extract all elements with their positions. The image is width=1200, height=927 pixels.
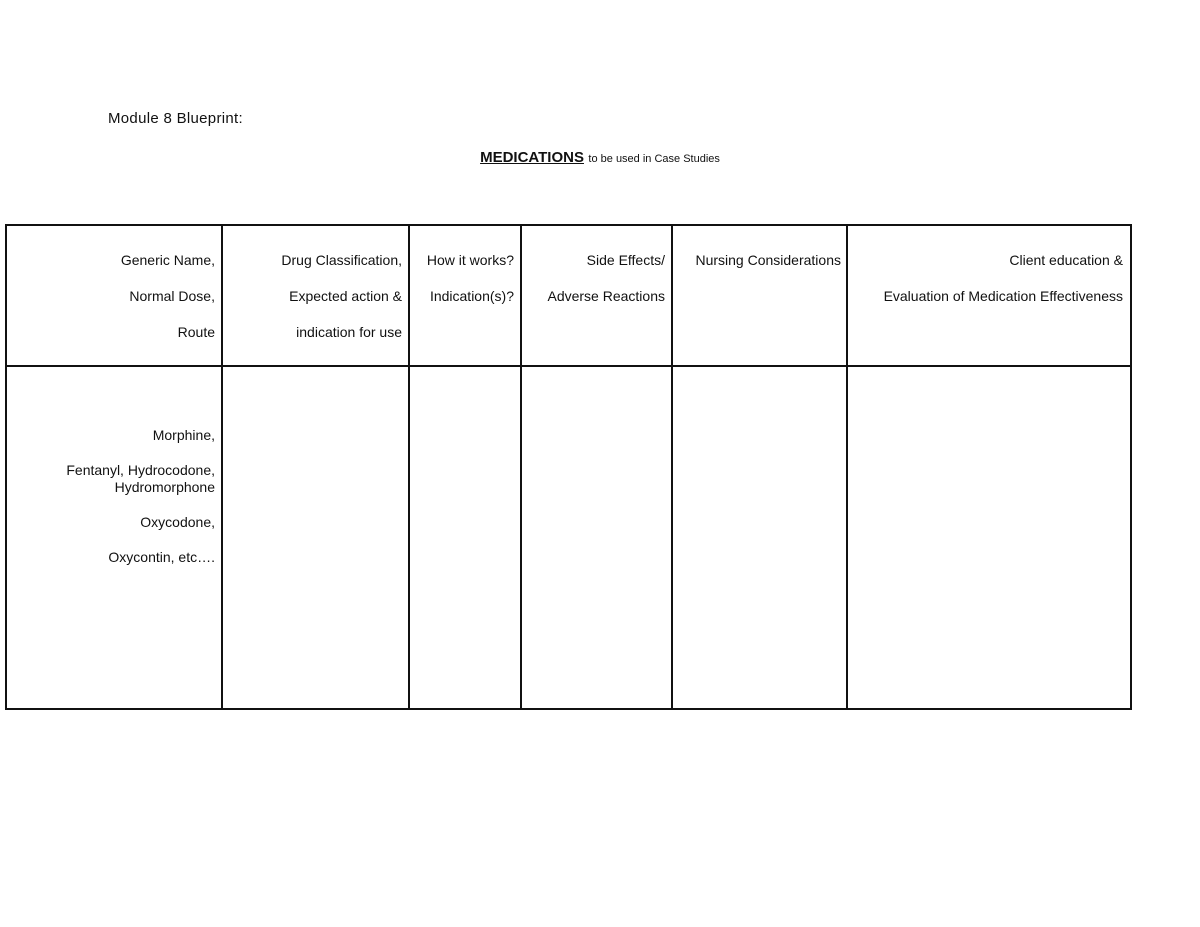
medication-item: Oxycodone, bbox=[140, 514, 215, 530]
header-generic-name bbox=[121, 242, 215, 350]
header-line: Normal Dose, bbox=[129, 288, 215, 304]
medication-item: Morphine, bbox=[152, 427, 215, 443]
heading-subtitle: to be used in Case Studies bbox=[588, 153, 720, 165]
header-line: Nursing Considerations bbox=[695, 252, 841, 268]
header-line: Adverse Reactions bbox=[547, 288, 665, 304]
header-line: indication for use bbox=[296, 324, 402, 340]
medication-item: Hydromorphone bbox=[114, 479, 215, 495]
medication-item: Oxycontin, etc…. bbox=[108, 549, 215, 565]
header-line: Indication(s)? bbox=[429, 288, 514, 304]
column-divider bbox=[671, 224, 673, 710]
header-line: Drug Classification, bbox=[281, 252, 402, 268]
row-divider bbox=[5, 365, 1132, 367]
medication-item: Fentanyl, Hydrocodone, bbox=[66, 462, 215, 478]
medication-list bbox=[66, 427, 215, 584]
column-divider bbox=[520, 224, 522, 710]
module-title: Module 8 Blueprint: bbox=[108, 110, 243, 127]
header-line: Generic Name, bbox=[120, 252, 215, 268]
header-line: Expected action & bbox=[289, 288, 402, 304]
header-nursing-considerations bbox=[695, 242, 841, 278]
header-line: Client education & bbox=[1009, 252, 1123, 268]
header-line: Route bbox=[177, 324, 215, 340]
header-how-it-works bbox=[427, 242, 514, 314]
header-drug-classification bbox=[281, 242, 402, 350]
header-client-education bbox=[884, 242, 1123, 314]
header-line: How it works? bbox=[426, 252, 514, 268]
header-side-effects bbox=[547, 242, 665, 314]
column-divider bbox=[408, 224, 410, 710]
page-heading bbox=[0, 149, 1200, 167]
medication-item-group bbox=[66, 462, 215, 496]
heading-main: MEDICATIONS bbox=[480, 149, 584, 166]
column-divider bbox=[221, 224, 223, 710]
header-line: Side Effects/ bbox=[586, 252, 665, 268]
column-divider bbox=[846, 224, 848, 710]
header-line: Evaluation of Medication Effectiveness bbox=[883, 288, 1123, 304]
